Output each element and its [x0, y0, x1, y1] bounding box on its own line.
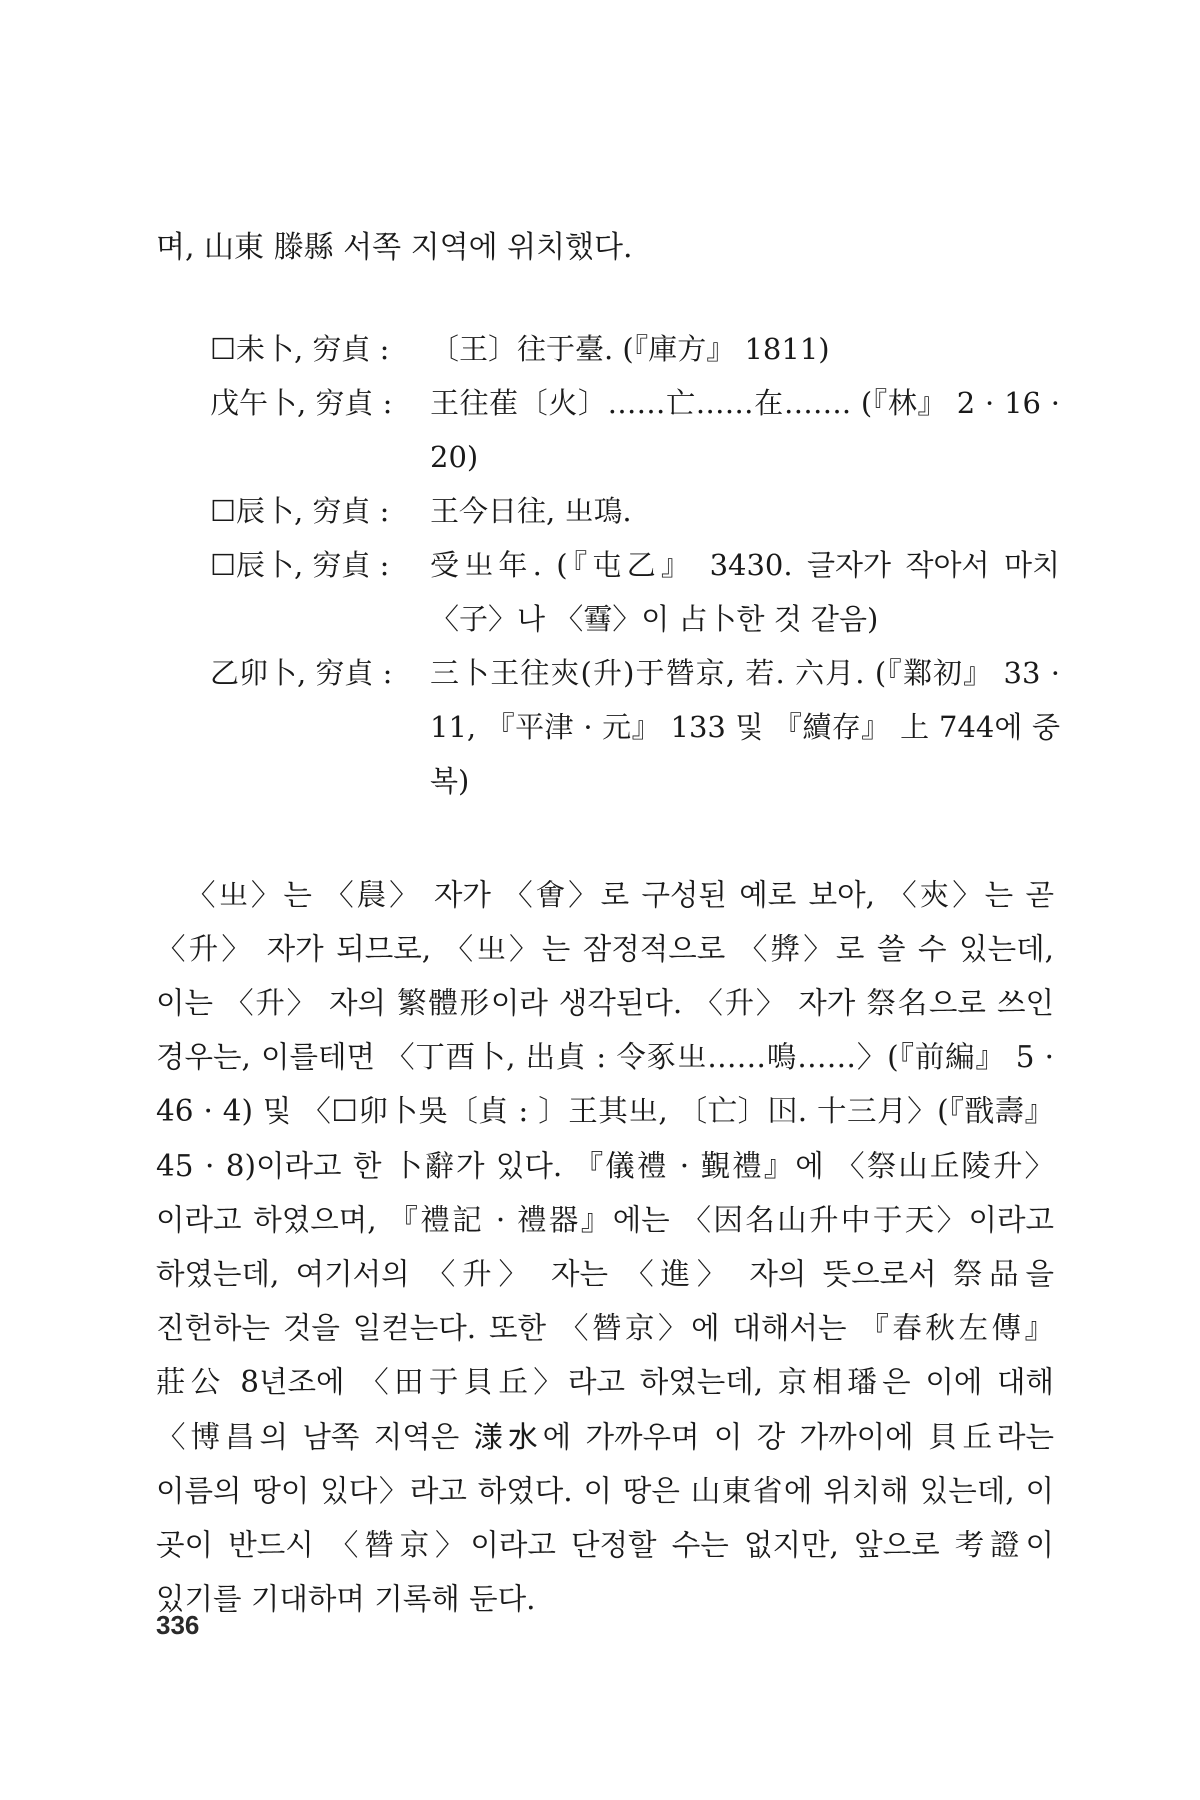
entry-label: ☐辰卜, 穷貞 :: [210, 494, 390, 528]
entry-label: 戊午卜, 穷貞 :: [210, 386, 393, 420]
page-number: 336: [156, 1610, 200, 1640]
entry-text: 〔王〕往于臺. (『庫方』 1811): [430, 332, 830, 366]
intro-line: 며, 山東 滕縣 서쪽 지역에 위치했다.: [156, 230, 633, 265]
entry-text: 三卜王往㚒(升)于㬱京, 若. 六月. (『鄴初』 33 · 11, 『平津 · 元』 133 및 『續存』 上 744에 중복): [430, 656, 1060, 798]
divination-entries: [210, 322, 1060, 808]
entry-text: 王今日往, 㞢䲨.: [430, 494, 632, 528]
entry-label: ☐未卜, 穷貞 :: [210, 332, 390, 366]
entry-5: [210, 646, 1060, 808]
entry-2: [210, 376, 1060, 484]
entry-text: 受㞢年. (『屯乙』 3430. 글자가 작아서 마치 〈子〉나 〈䨮〉이 占卜한 것 같음): [430, 548, 1060, 636]
entry-3: [210, 484, 1060, 538]
entry-4: [210, 538, 1060, 646]
entry-label: ☐辰卜, 穷貞 :: [210, 548, 390, 582]
entry-1: [210, 322, 1060, 376]
entry-text: 王往萑〔火〕……亡……在……. (『林』 2 · 16 · 20): [430, 386, 1060, 474]
body-paragraph: 〈㞢〉는 〈䢅〉 자가 〈㑹〉로 구성된 예로 보아, 〈㚒〉는 곧 〈升〉 자가 되므로, 〈㞢〉는 잠정적으로 〈㢡〉로 쓸 수 있는데, 이는 〈升〉 자의 繁體形이라 생각된다. 〈升〉 자가 祭名으로 쓰인 경우는, 이를테면 〈丁酉卜, 出貞 : 令豖㞢……鳴……〉(『前編』 5 · 46 · 4) 및 〈☐卯卜吳〔貞 : 〕王其㞢, 〔亡〕𡆥. 十三月〉(『戬壽』 45 · 8)이라고 한 卜辭가 있다. 『儀禮 · 覲禮』에 〈祭山丘陵升〉이라고 하였으며, 『禮記 · 禮器』에는 〈因名山升中于天〉이라고 하였는데, 여기서의 〈升〉 자는 〈進〉 자의 뜻으로서 祭品을 진헌하는 것을 일컫는다. 또한 〈㬱京〉에 대해서는 『春秋左傳』 莊公 8년조에 〈田于貝丘〉라고 하였는데, 京相璠은 이에 대해 〈博昌의 남쪽 지역은 𣻌水에 가까우며 이 강 가까이에 貝丘라는 이름의 땅이 있다〉라고 하였다. 이 땅은 山東省에 위치해 있는데, 이 곳이 반드시 〈㬱京〉이라고 단정할 수는 없지만, 앞으로 考證이 있기를 기대하며 기록해 둔다.: [156, 877, 1054, 1617]
entry-label: 乙卯卜, 穷貞 :: [210, 656, 393, 690]
